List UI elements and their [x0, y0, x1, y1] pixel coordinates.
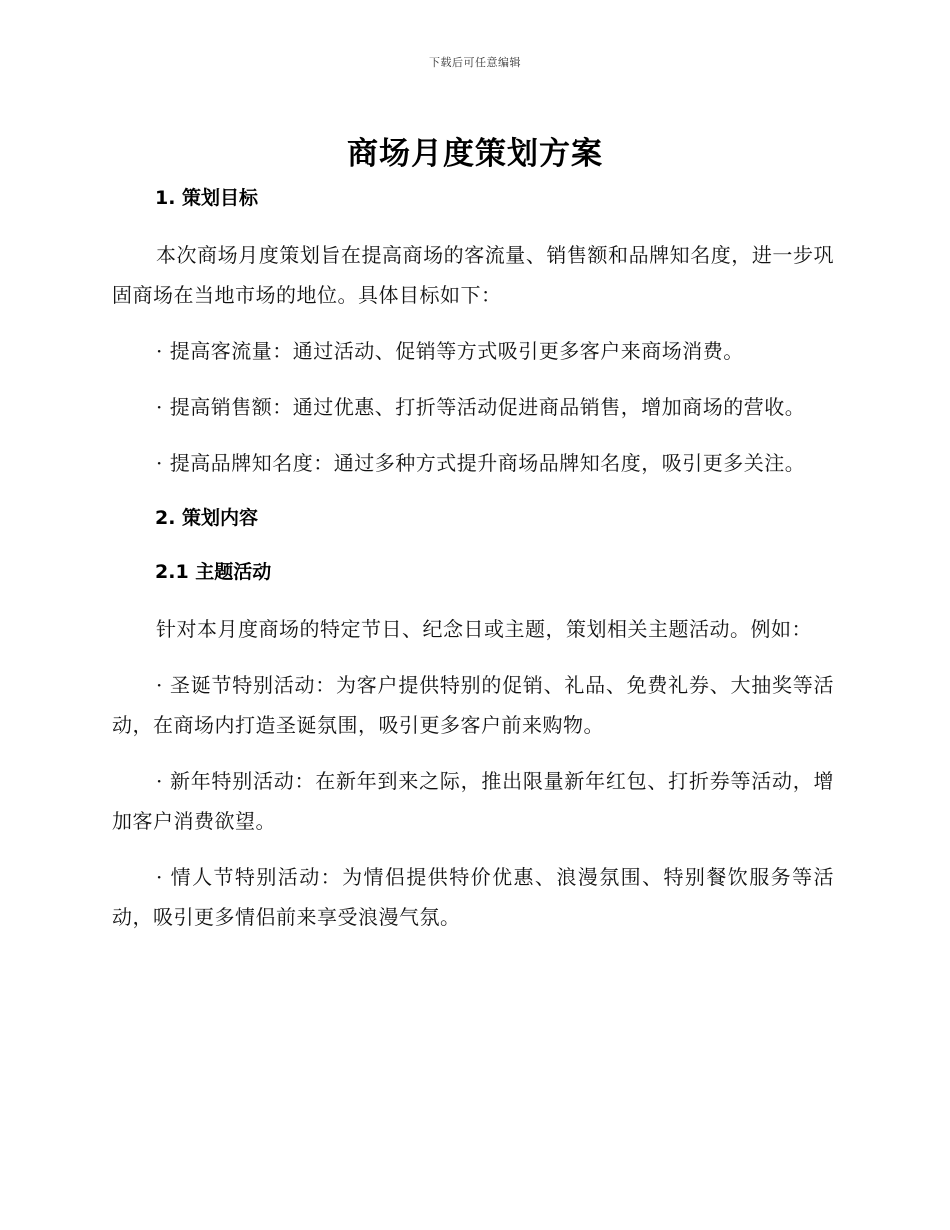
bullet-item: · 提高客流量：通过活动、促销等方式吸引更多客户来商场消费。: [156, 339, 744, 363]
document-title: 商场月度策划方案: [347, 136, 603, 172]
paragraph-goals-intro: 本次商场月度策划旨在提高商场的客流量、销售额和品牌知名度，进一步巩固商场在当地市场的地位。具体目标如下：: [112, 243, 834, 307]
subsection-heading-theme-activities: 2.1 主题活动: [155, 561, 272, 583]
bullet-item: · 提高品牌知名度：通过多种方式提升商场品牌知名度，吸引更多关注。: [156, 451, 806, 475]
paragraph-theme-intro: 针对本月度商场的特定节日、纪念日或主题，策划相关主题活动。例如：: [156, 617, 812, 641]
bullet-item: · 提高销售额：通过优惠、打折等活动促进商品销售，增加商场的营收。: [156, 395, 806, 419]
bullet-item: · 情人节特别活动：为情侣提供特价优惠、浪漫氛围、特别餐饮服务等活动，吸引更多情侣前来享受浪漫气氛。: [112, 865, 834, 929]
header-note: 下载后可任意编辑: [429, 56, 521, 69]
document-body: [112, 181, 834, 953]
bullet-item: · 新年特别活动：在新年到来之际，推出限量新年红包、打折券等活动，增加客户消费欲望。: [112, 769, 834, 833]
section-heading-content: 2. 策划内容: [155, 507, 259, 529]
bullet-item: · 圣诞节特别活动：为客户提供特别的促销、礼品、免费礼券、大抽奖等活动，在商场内打造圣诞氛围，吸引更多客户前来购物。: [112, 673, 834, 737]
section-heading-goals: 1. 策划目标: [155, 187, 259, 209]
